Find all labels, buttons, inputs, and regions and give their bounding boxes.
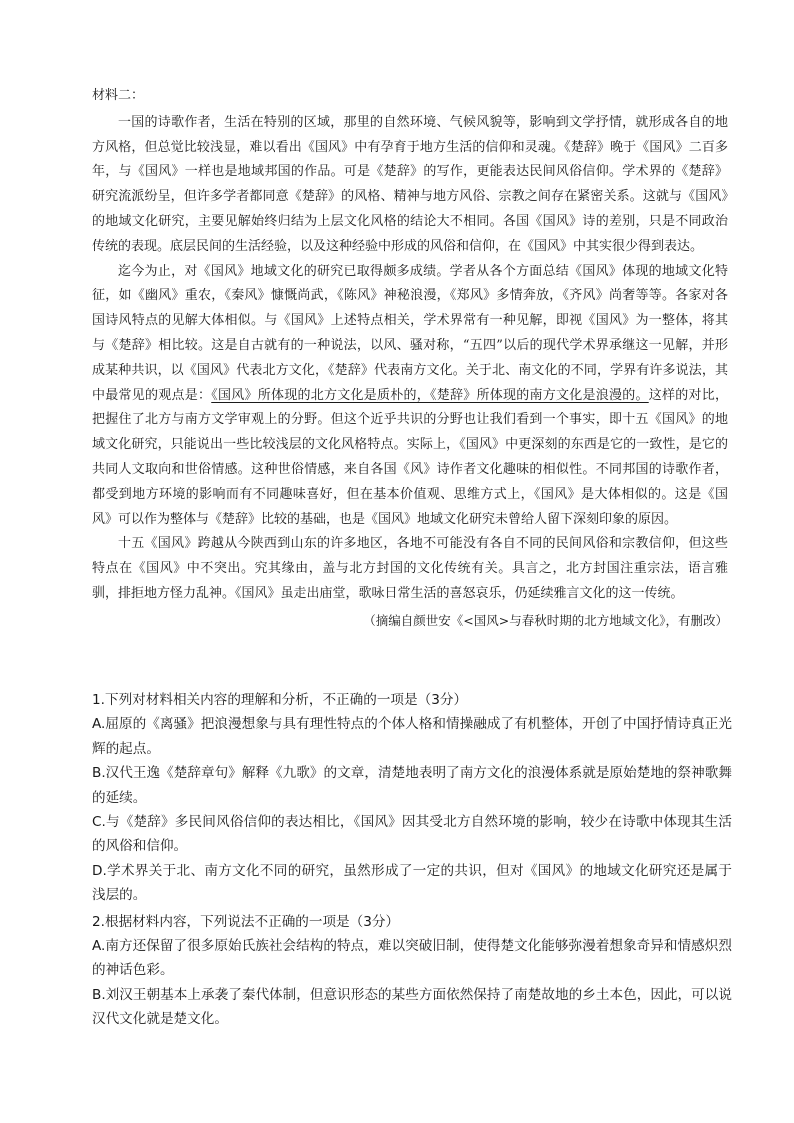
option-b: B.汉代王逸《楚辞章句》解释《九歌》的文章，清楚地表明了南方文化的浪漫体系就是原始楚地的祭神歌舞的延续。 [92, 765, 732, 806]
option-a: A.屈原的《离骚》把浪漫想象与具有理性特点的个体人格和情操融成了有机整体，开创了中国抒情诗真正光辉的起点。 [92, 716, 732, 757]
option-c: C.与《楚辞》多民间风俗信仰的表达相比，《国风》因其受北方自然环境的影响，较少在诗歌中体现其生活的风俗和信仰。 [92, 814, 732, 855]
material-paragraph-2 [92, 260, 728, 533]
material-section [92, 84, 728, 634]
questions-section [92, 686, 732, 1032]
paragraph-text: 一国的诗歌作者，生活在特别的区域，那里的自然环境、气候风貌等，影响到文学抒情，就形成各自的地方风格，但总觉比较浅显，难以看出《国风》中有孕育于地方生活的信仰和灵魂。《楚辞》晚于《国风》二百多年，与《国风》一样也是地域邦国的作品。可是《楚辞》的写作，更能表达民间风俗信仰。学术界的《楚辞》研究流派纷呈，但许多学者都同意《楚辞》的风格、精神与地方风俗、宗教之间存在紧密关系。这就与《国风》的地域文化研究，主要见解始终归结为上层文化风格的结论大不相同。各国《国风》诗的差别，只是不同政治传统的表现。底层民间的生活经验，以及这种经验中形成的风俗和信仰，在《国风》中其实很少得到表达。 [92, 114, 728, 254]
option-a: A.南方还保留了很多原始氏族社会结构的特点，难以突破旧制，使得楚文化能够弥漫着想象奇异和情感炽烈的神话色彩。 [92, 938, 732, 979]
source-citation: （摘编自颜世安《<国风>与春秋时期的北方地域文化》，有删改） [363, 612, 728, 628]
option-b: B.刘汉王朝基本上承袭了秦代体制，但意识形态的某些方面依然保持了南楚故地的乡土本色，因此，可以说汉代文化就是楚文化。 [92, 986, 732, 1028]
question-2 [92, 910, 732, 1032]
question-stem: 1.下列对材料相关内容的理解和分析，不正确的一项是（3分） [92, 692, 468, 708]
material-paragraph-1 [92, 111, 728, 260]
material-title: 材料二： [92, 88, 145, 103]
question-1 [92, 688, 732, 908]
option-d: D.学术界关于北、南方文化不同的研究，虽然形成了一定的共识，但对《国风》的地域文化研究还是属于浅层的。 [92, 862, 732, 904]
paragraph-text: 十五《国风》跨越从今陕西到山东的许多地区，各地不可能没有各自不同的民间风俗和宗教信仰，但这些特点在《国风》中不突出。究其缘由，盖与北方封国的文化传统有关。具言之，北方封国注重宗法，语言雅驯，排拒地方怪力乱神。《国风》虽走出庙堂，歌咏日常生活的喜怒哀乐，仍延续雅言文化的这一传统。 [92, 536, 728, 601]
paragraph-text: 这样的对比，把握住了北方与南方文学审观上的分野。但这个近乎共识的分野也让我们看到一个事实，即十五《国风》的地域文化研究，只能说出一些比较浅层的文化风格特点。实际上，《国风》中更深刻的东西是它的一致性，是它的共同人文取向和世俗情感。这种世俗情感，来自各国《风》诗作者文化趣味的相似性。不同邦国的诗歌作者，都受到地方环境的影响而有不同趣味喜好，但在基本价值观、思维方式上，《国风》是大体相似的。这是《国风》可以作为整体与《楚辞》比较的基础，也是《国风》地域文化研究未曾给人留下深刻印象的原因。 [92, 387, 728, 527]
material-paragraph-3 [92, 532, 728, 606]
paragraph-text: 迄今为止，对《国风》地域文化的研究已取得颇多成绩。学者从各个方面总结《国风》体现的地域文化特征，如《幽风》重农，《秦风》慷慨尚武，《陈风》神秘浪漫，《郑风》多情奔放，《齐风》尚奢等等。各家对各国诗风特点的见解大体相似。与《国风》上述特点相关，学术界常有一种见解，即视《国风》为一整体，将其与《楚辞》相比较。这是自古就有的一种说法，以风、骚对称，“五四”以后的现代学术界承继这一见解，并形成某种共识，以《国风》代表北方文化，《楚辞》代表南方文化。关于北、南文化的不同，学界有许多说法，其中最常见的观点是： [92, 263, 728, 403]
question-stem: 2.根据材料内容，下列说法不正确的一项是（3分） [92, 913, 400, 930]
underlined-sentence: 《国风》所体现的北方文化是质朴的，《楚辞》所体现的南方文化是浪漫的。 [211, 387, 649, 403]
